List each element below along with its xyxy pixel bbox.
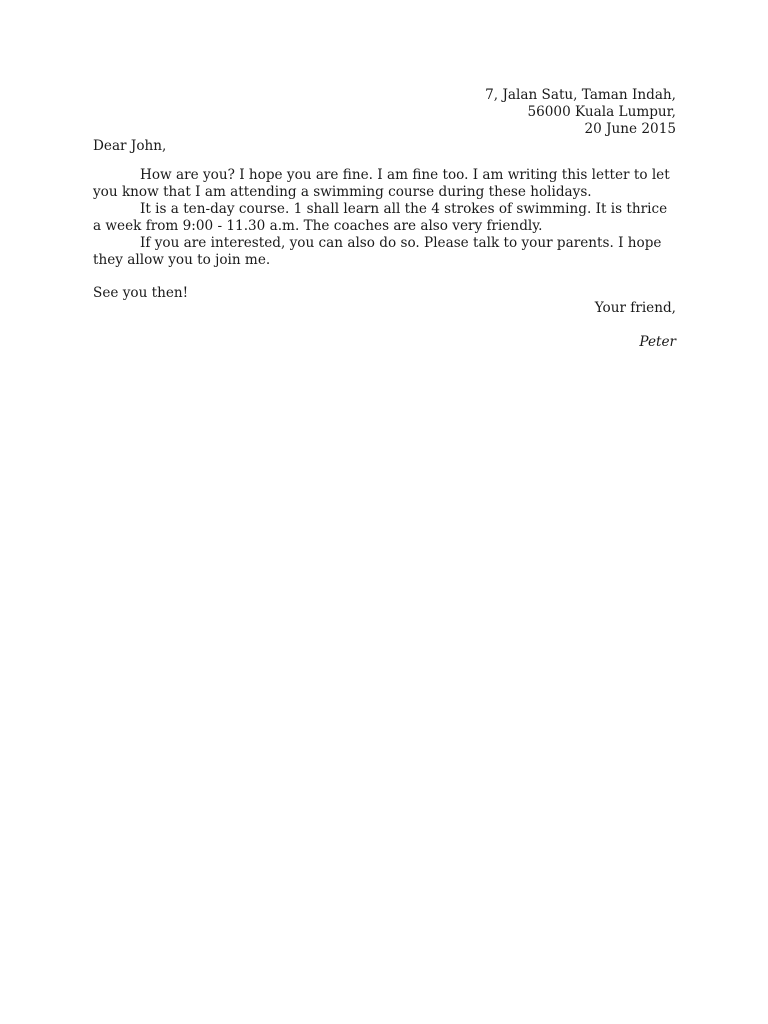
paragraph-2: It is a ten-day course. 1 shall learn all the 4 strokes of swimming. It is thrice a week from 9:00 - 11.30 a.m. The coaches are also very friendly.	[93, 201, 668, 234]
signoff: Your friend,	[594, 300, 676, 316]
paragraph-3: If you are interested, you can also do so. Please talk to your parents. I hope they allow you to join me.	[93, 235, 662, 268]
address-line-2: 56000 Kuala Lumpur,	[527, 104, 676, 120]
closing-line: See you then!	[93, 285, 189, 301]
sender-address	[93, 87, 676, 138]
salutation: Dear John,	[93, 138, 167, 154]
address-line-1: 7, Jalan Satu, Taman Indah,	[485, 87, 676, 103]
letter-body	[93, 167, 676, 269]
paragraph-1: How are you? I hope you are fine. I am fine too. I am writing this letter to let you know that I am attending a swimming course during these holidays.	[93, 167, 670, 200]
letter-date: 20 June 2015	[584, 121, 676, 137]
signature: Peter	[639, 334, 676, 350]
